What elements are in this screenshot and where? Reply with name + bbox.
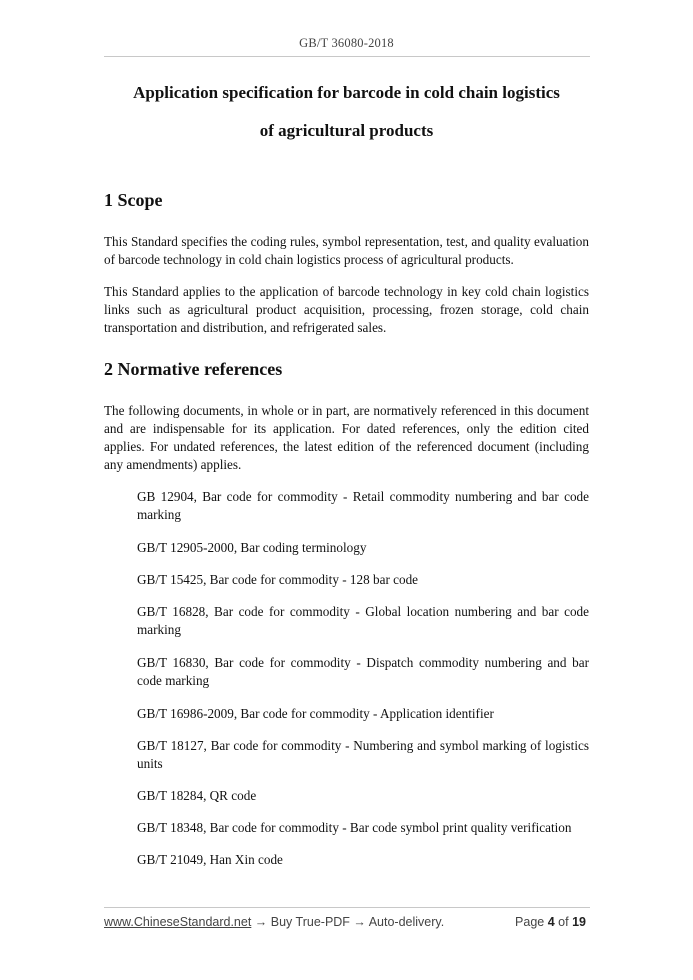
footer-promo bbox=[104, 915, 444, 929]
reference-item: GB/T 16828, Bar code for commodity - Global location numbering and bar code marking bbox=[137, 604, 589, 637]
reference-item: GB 12904, Bar code for commodity - Retail commodity numbering and bar code marking bbox=[137, 489, 589, 522]
header-divider bbox=[104, 56, 590, 57]
reference-item: GB/T 16986-2009, Bar code for commodity - Application identifier bbox=[137, 706, 494, 721]
scope-paragraph-2: This Standard applies to the application of barcode technology in key cold chain logistics links such as agricultural product acquisition, processing, frozen storage, cold chain transportation and distribution, and refrigerated sales. bbox=[104, 284, 589, 335]
page-footer bbox=[104, 915, 590, 935]
document-title-line-1: Application specification for barcode in cold chain logistics bbox=[133, 83, 560, 102]
normative-references-intro: The following documents, in whole or in part, are normatively referenced in this document and are indispensable for its application. For dated references, only the edition cited applies. For undated references, the latest edition of the referenced document (including any amendments) applies. bbox=[104, 403, 589, 472]
reference-item: GB/T 21049, Han Xin code bbox=[137, 852, 283, 867]
website-link[interactable]: www.ChineseStandard.net bbox=[104, 915, 252, 929]
page-number bbox=[515, 915, 586, 929]
page-header: GB/T 36080-2018 bbox=[299, 36, 394, 50]
section-heading-normative-references: 2 Normative references bbox=[104, 359, 283, 379]
footer-promo-text: → Buy True-PDF → Auto-delivery. bbox=[251, 915, 445, 929]
reference-item: GB/T 16830, Bar code for commodity - Dispatch commodity numbering and bar code marking bbox=[137, 655, 589, 688]
section-heading-scope: 1 Scope bbox=[104, 190, 163, 210]
page-label: Page bbox=[515, 915, 545, 929]
reference-item: GB/T 15425, Bar code for commodity - 128 bar code bbox=[137, 572, 419, 587]
document-title-line-2: of agricultural products bbox=[259, 121, 434, 140]
reference-item: GB/T 12905-2000, Bar coding terminology bbox=[137, 540, 367, 555]
page-current: 4 bbox=[547, 915, 555, 929]
page-of-label: of bbox=[558, 915, 569, 929]
scope-paragraph-1: This Standard specifies the coding rules, symbol representation, test, and quality evaluation of barcode technology in cold chain logistics process of agricultural products. bbox=[104, 234, 589, 267]
reference-item: GB/T 18127, Bar code for commodity - Numbering and symbol marking of logistics units bbox=[137, 738, 589, 771]
page-total: 19 bbox=[572, 915, 586, 929]
reference-item: GB/T 18348, Bar code for commodity - Bar code symbol print quality verification bbox=[137, 820, 572, 835]
footer-divider bbox=[104, 907, 590, 908]
reference-item: GB/T 18284, QR code bbox=[137, 788, 257, 803]
